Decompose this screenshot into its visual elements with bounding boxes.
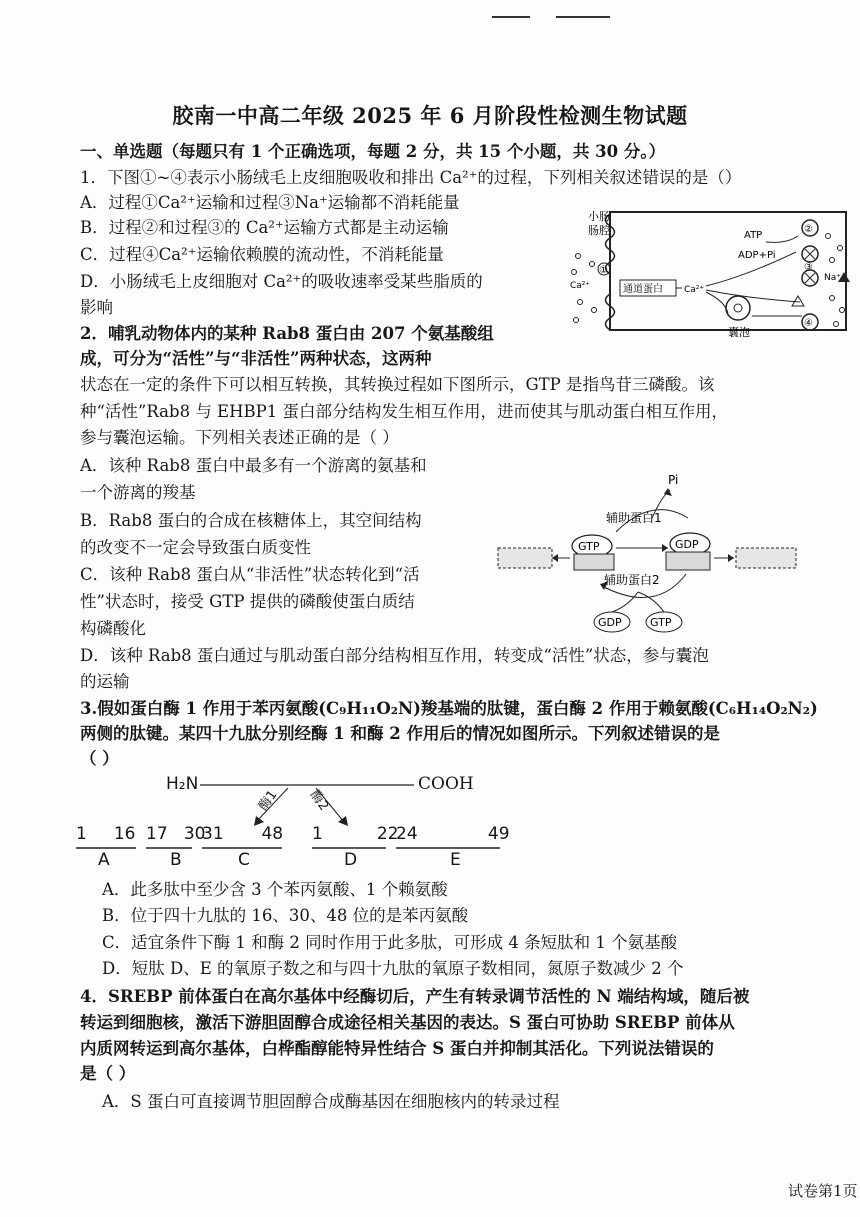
section-heading: 一、单选题（每题只有 1 个正确选项，每题 2 分，共 15 个小题，共 30 分。） xyxy=(80,142,666,161)
q2-option-c-cont2: 构磷酸化 xyxy=(80,619,146,638)
q2-stem-line4: 种“活性”Rab8 与 EHBP1 蛋白部分结构发生相互作用，进而使其与肌动蛋白相互作用， xyxy=(80,402,728,421)
q1-stem: 1．下图①~④表示小肠绒毛上皮细胞吸收和排出 Ca²⁺的过程，下列相关叙述错误的是（） xyxy=(80,168,742,187)
q3-segment-d-range: 1 22 xyxy=(312,824,399,844)
q2-option-c: C．该种 Rab8 蛋白从“非活性”状态转化到“活 xyxy=(80,565,420,584)
q1-option-d-cont: 影响 xyxy=(80,298,113,317)
q2-option-d-cont: 的运输 xyxy=(80,672,130,691)
fig-num-2: ② xyxy=(804,224,813,235)
q3-stem-line1: 3.假如蛋白酶 1 作用于苯丙氨酸(C₉H₁₁O₂N)羧基端的肽键，蛋白酶 2 作用于赖氨酸(C₆H₁₄O₂N₂) xyxy=(80,699,818,718)
q3-enzyme1-label: 酶1 xyxy=(256,787,281,814)
q4-stem-line4: 是（ ） xyxy=(80,1064,136,1083)
fig-label-helper1: 辅助蛋白1 xyxy=(606,511,662,525)
q4-stem-line3: 内质网转运到高尔基体，白桦酯醇能特异性结合 S 蛋白并抑制其活化。下列说法错误的 xyxy=(80,1039,714,1058)
q1-option-a: A．过程①Ca²⁺运输和过程③Na⁺运输都不消耗能量 xyxy=(80,193,460,212)
fig-label-adp: ADP+Pi xyxy=(738,250,776,261)
q4-option-a: A．S 蛋白可直接调节胆固醇合成酶基因在细胞核内的转录过程 xyxy=(102,1092,560,1111)
q3-segment-a-label: A xyxy=(98,850,110,870)
q3-option-a: A．此多肽中至少含 3 个苯丙氨酸、1 个赖氨酸 xyxy=(102,880,448,899)
q3-stem-line3: （ ） xyxy=(80,749,119,768)
fig-label-lumen: 肠腔 xyxy=(588,224,610,237)
fig-left-gtp: GTP xyxy=(578,540,600,553)
q2-stem-line1: 2．哺乳动物体内的某种 Rab8 蛋白由 207 个氨基酸组 xyxy=(80,324,494,343)
q2-option-c-cont: 性”状态时，接受 GTP 提供的磷酸使蛋白质结 xyxy=(80,592,415,611)
q2-stem-line2: 成，可分为“活性”与“非活性”两种状态，这两种 xyxy=(80,349,432,368)
fig-bottom-gdp: GDP xyxy=(598,616,622,629)
q4-stem-line2: 转运到细胞核，激活下游胆固醇合成途径相关基因的表达。S 蛋白可协助 SREBP 前体从 xyxy=(80,1013,735,1032)
q3-segment-b-range: 17 30 xyxy=(146,824,206,844)
q3-option-c: C．适宜条件下酶 1 和酶 2 同时作用于此多肽，可形成 4 条短肽和 1 个氨基酸 xyxy=(102,933,678,952)
q2-stem-line3: 状态在一定的条件下可以相互转换，其转换过程如下图所示，GTP 是指鸟苷三磷酸。该 xyxy=(80,375,715,394)
q1-option-b: B．过程②和过程③的 Ca²⁺运输方式都是主动运输 xyxy=(80,218,449,237)
q3-option-b: B．位于四十九肽的 16、30、48 位的是苯丙氨酸 xyxy=(102,906,469,925)
q2-stem-line5: 参与囊泡运输。下列相关表述正确的是（ ） xyxy=(80,428,399,447)
q3-segment-c-range: 31 48 xyxy=(202,824,284,844)
scan-mark xyxy=(556,16,610,18)
fig-label-vesicle: 囊泡 xyxy=(728,326,750,339)
fig-label-helper2: 辅助蛋白2 xyxy=(604,573,660,587)
q1-option-c: C．过程④Ca²⁺运输依赖膜的流动性，不消耗能量 xyxy=(80,245,444,264)
page-title: 胶南一中高二年级 2025 年 6 月阶段性检测生物试题 xyxy=(172,103,688,128)
q3-h2n-label: H₂N xyxy=(166,774,199,794)
q3-segment-e-range: 24 49 xyxy=(396,824,510,844)
q3-segment-c-label: C xyxy=(238,850,250,870)
page-footer: 试卷第1页 xyxy=(788,1182,858,1200)
fig-label-ca-out: Ca²⁺ xyxy=(570,281,591,291)
q1-option-d: D．小肠绒毛上皮细胞对 Ca²⁺的吸收速率受某些脂质的 xyxy=(80,272,483,291)
fig-num-1: ① xyxy=(599,265,608,276)
fig-num-3: ③ xyxy=(804,262,813,273)
q4-stem-line1: 4．SREBP 前体蛋白在高尔基体中经酶切后，产生有转录调节活性的 N 端结构域，随后被 xyxy=(80,987,750,1006)
fig-bottom-gtp: GTP xyxy=(650,616,672,629)
q3-peptide-diagram xyxy=(76,770,536,870)
q3-stem-line2: 两侧的肽键。某四十九肽分别经酶 1 和酶 2 作用后的情况如图所示。下列叙述错误的是 xyxy=(80,724,720,743)
q3-segment-e-label: E xyxy=(450,850,461,870)
fig-right-gdp: GDP xyxy=(675,538,699,551)
q3-cooh-label: COOH xyxy=(418,774,474,794)
fig-label-ca-in: Ca²⁺ xyxy=(684,285,705,295)
scan-mark xyxy=(492,16,530,18)
fig-label-atp: ATP xyxy=(744,230,763,241)
q3-segment-b-label: B xyxy=(170,850,182,870)
q2-option-b-cont: 的改变不一定会导致蛋白质变性 xyxy=(80,538,311,557)
fig-label-intestine: 小肠 xyxy=(588,210,610,223)
q3-option-d: D．短肽 D、E 的氧原子数之和与四十九肽的氧原子数相同，氮原子数减少 2 个 xyxy=(102,959,684,978)
fig-label-pi: Pi xyxy=(668,473,679,487)
q2-option-a-cont: 一个游离的羧基 xyxy=(80,483,196,502)
q2-option-b: B．Rab8 蛋白的合成在核糖体上，其空间结构 xyxy=(80,511,422,530)
q2-option-a: A．该种 Rab8 蛋白中最多有一个游离的氨基和 xyxy=(80,456,427,475)
fig-label-na: Na⁺ xyxy=(824,273,841,283)
q2-rab8-diagram xyxy=(496,466,836,638)
q2-option-d: D．该种 Rab8 蛋白通过与肌动蛋白部分结构相互作用，转变成“活性”状态，参与囊泡 xyxy=(80,646,709,665)
q3-segment-d-label: D xyxy=(344,850,358,870)
fig-num-4: ④ xyxy=(804,318,813,329)
q3-segment-a-range: 1 16 xyxy=(76,824,136,844)
fig-carrier-label: 通道蛋白 xyxy=(623,284,663,295)
q3-enzyme2-label: 酶2 xyxy=(306,787,332,814)
q1-cell-diagram xyxy=(566,206,856,342)
